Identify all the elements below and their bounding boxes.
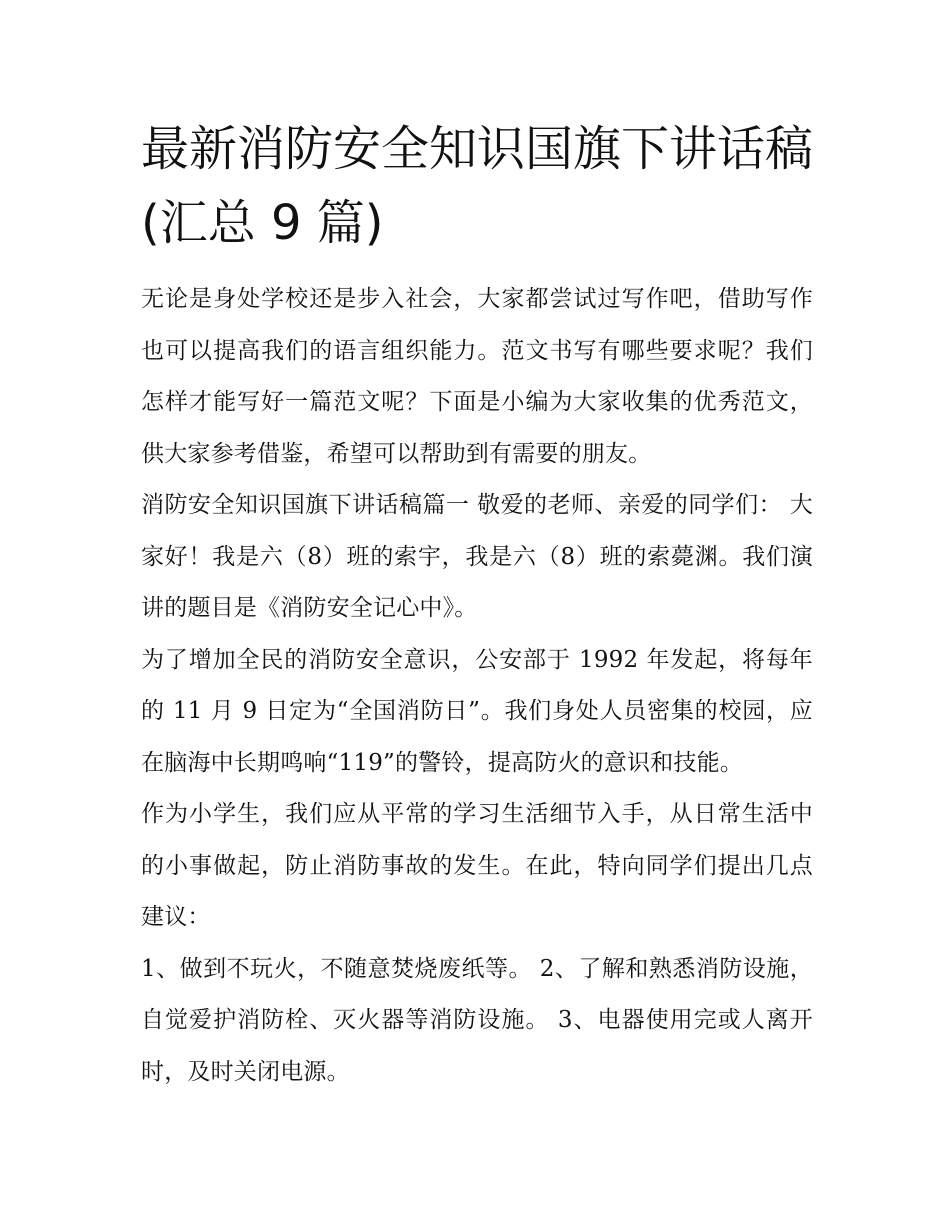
paragraph-greeting: 消防安全知识国旗下讲话稿篇一 敬爱的老师、亲爱的同学们： 大家好！我是六（8）班的索宇，我是六（8）班的索薨渊。我们演讲的题目是《消防安全记心中》。 (141, 492, 813, 621)
document-page (141, 112, 813, 1098)
document-title: 最新消防安全知识国旗下讲话稿(汇总 9 篇) (141, 121, 814, 251)
paragraph-fire-day: 为了增加全民的消防安全意识，公安部于 1992 年发起，将每年的 11 月 9 日定为“全国消防日”。我们身处人员密集的校园，应在脑海中长期鸣响“119”的警铃，提高防火的意识和技能。 (141, 646, 813, 776)
paragraph-student-role: 作为小学生，我们应从平常的学习生活细节入手，从日常生活中的小事做起，防止消防事故的发生。在此，特向同学们提出几点建议： (141, 801, 813, 930)
document-body (141, 274, 813, 1098)
paragraph-suggestions: 1、做到不玩火，不随意焚烧废纸等。 2、了解和熟悉消防设施，自觉爱护消防栓、灭火器等消防设施。 3、电器使用完或人离开时，及时关闭电源。 (141, 955, 813, 1085)
paragraph-intro: 无论是身处学校还是步入社会，大家都尝试过写作吧，借助写作也可以提高我们的语言组织能力。范文书写有哪些要求呢？我们怎样才能写好一篇范文呢？下面是小编为大家收集的优秀范文，供大家参考借鉴，希望可以帮助到有需要的朋友。 (141, 286, 813, 467)
